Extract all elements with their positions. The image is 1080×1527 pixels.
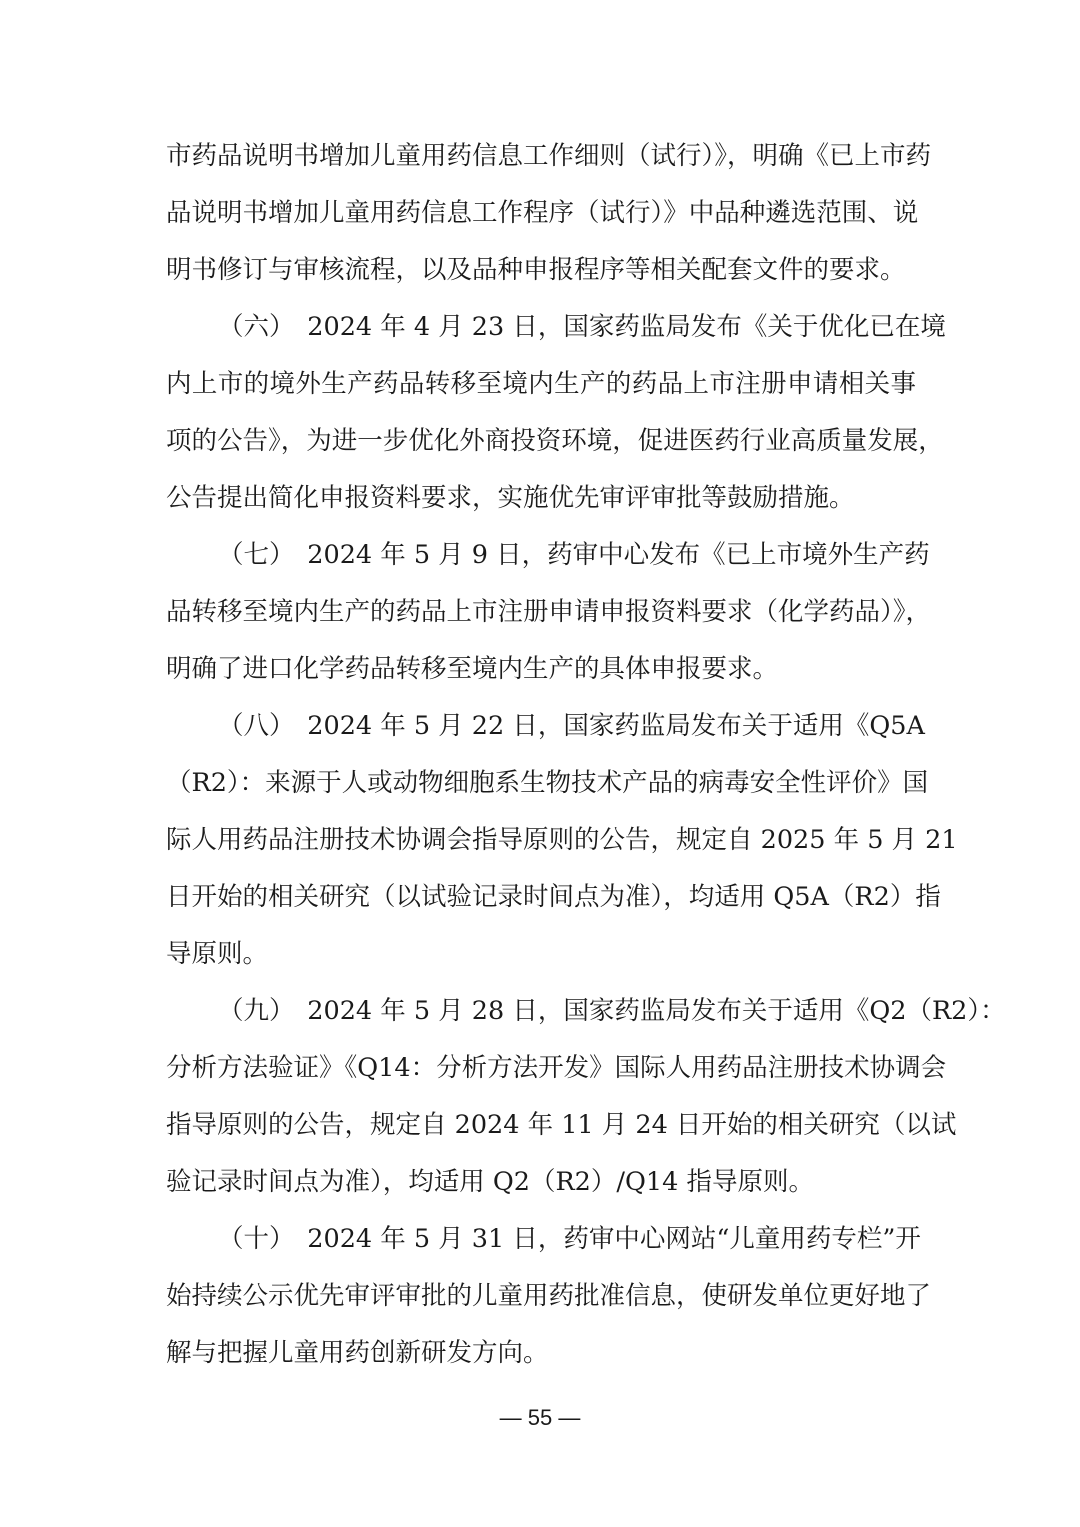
text-line: （六） 2024 年 4 月 23 日，国家药监局发布《关于优化已在境: [218, 312, 946, 342]
text-line: 际人用药品注册技术协调会指导原则的公告，规定自 2025 年 5 月 21: [166, 825, 958, 855]
text-line: 明书修订与审核流程，以及品种申报程序等相关配套文件的要求。: [166, 255, 906, 285]
text-line: 分析方法验证》《Q14：分析方法开发》国际人用药品注册技术协调会: [166, 1053, 947, 1083]
text-line: （八） 2024 年 5 月 22 日，国家药监局发布关于适用《Q5A: [218, 711, 925, 741]
text-line: 指导原则的公告，规定自 2024 年 11 月 24 日开始的相关研究（以试: [166, 1110, 957, 1140]
text-line: （九） 2024 年 5 月 28 日，国家药监局发布关于适用《Q2（R2）：: [218, 996, 1006, 1026]
text-line: 始持续公示优先审评审批的儿童用药批准信息，使研发单位更好地了: [166, 1281, 932, 1311]
page-number: — 55 —: [499, 1405, 581, 1430]
text-line: 品转移至境内生产的药品上市注册申请申报资料要求（化学药品）》，: [166, 597, 932, 627]
document-body: [166, 128, 1006, 1382]
paragraph-item-9: [166, 983, 1006, 1211]
text-line: 品说明书增加儿童用药信息工作程序（试行）》中品种遴选范围、说: [166, 198, 919, 228]
text-line: （七） 2024 年 5 月 9 日，药审中心发布《已上市境外生产药: [218, 540, 930, 570]
text-line: 导原则。: [166, 939, 269, 969]
paragraph-item-10: [166, 1211, 932, 1382]
text-line: 验记录时间点为准），均适用 Q2（R2）/Q14 指导原则。: [166, 1167, 814, 1197]
paragraph-item-6: [166, 299, 946, 527]
text-line: （十） 2024 年 5 月 31 日，药审中心网站“儿童用药专栏”开: [218, 1224, 921, 1254]
paragraph-item-7: [166, 527, 932, 698]
text-line: 内上市的境外生产药品转移至境内生产的药品上市注册申请相关事: [166, 369, 916, 399]
paragraph-children-labeling-rules: [166, 128, 932, 299]
text-line: 明确了进口化学药品转移至境内生产的具体申报要求。: [166, 654, 779, 684]
text-line: 市药品说明书增加儿童用药信息工作细则（试行）》，明确《已上市药: [166, 141, 932, 171]
text-line: 日开始的相关研究（以试验记录时间点为准），均适用 Q5A（R2）指: [166, 882, 941, 912]
text-line: 公告提出简化申报资料要求，实施优先审评审批等鼓励措施。: [166, 483, 855, 513]
text-line: 项的公告》，为进一步优化外商投资环境，促进医药行业高质量发展，: [166, 426, 944, 456]
text-line: （R2）：来源于人或动物细胞系生物技术产品的病毒安全性评价》国: [166, 768, 929, 798]
paragraph-item-8: [166, 698, 958, 983]
text-line: 解与把握儿童用药创新研发方向。: [166, 1338, 549, 1368]
